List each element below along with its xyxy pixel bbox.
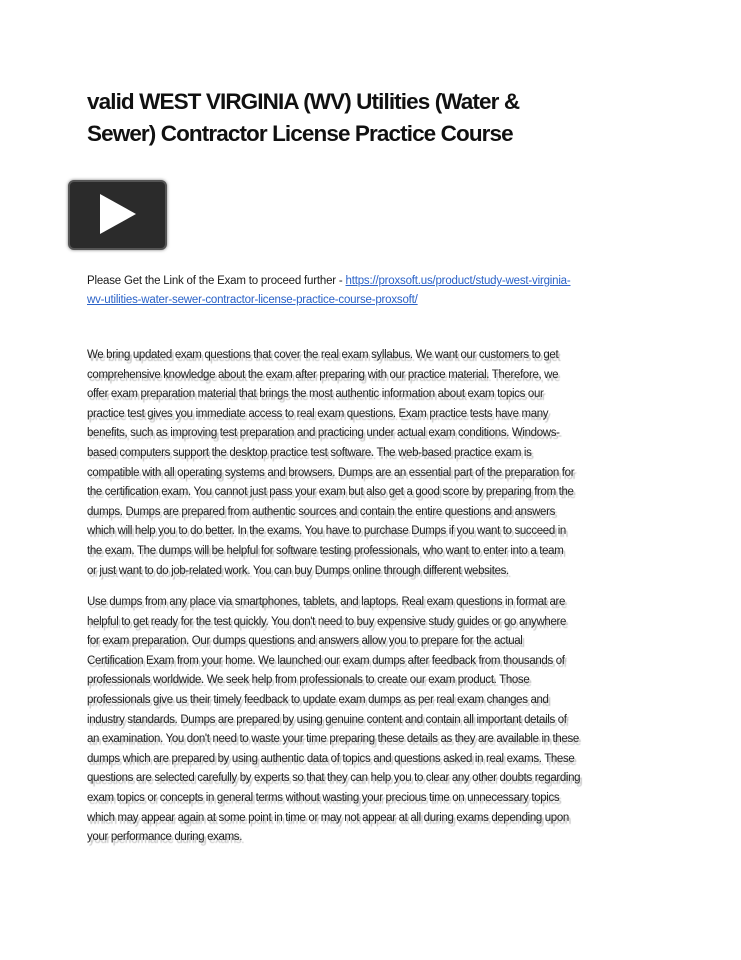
text-line: professionals worldwide. We seek help from professionals to create our exam product. Those — [87, 674, 530, 687]
text-line: for exam preparation. Our dumps questions and answers allow you to prepare for the actual — [87, 635, 523, 648]
text-line: exam topics or concepts in general terms without wasting your precious time on unnecessary topics — [87, 791, 560, 804]
intro-text: Please Get the Link of the Exam to proceed further - — [87, 275, 346, 287]
exam-link[interactable]: https://proxsoft.us/product/study-west-virginia- — [345, 275, 571, 287]
text-line: or just want to do job-related work. You can buy Dumps online through different websites. — [87, 564, 509, 577]
text-line: which may appear again at some point in time or may not appear at all during exams depending upon — [87, 811, 569, 824]
text-line: the exam. The dumps will be helpful for software testing professionals, who want to enter into a team — [87, 544, 564, 557]
document-title — [87, 86, 519, 150]
text-line: compatible with all operating systems and browsers. Dumps are an essential part of the preparation for — [87, 466, 575, 479]
text-line: Certification Exam from your home. We launched our exam dumps after feedback from thousands of — [87, 654, 565, 667]
text-line: your performance during exams. — [87, 831, 243, 844]
text-line: dumps which are prepared by using authentic data of topics and questions asked in real exams. These — [87, 752, 575, 765]
text-line: professionals give us their timely feedback to update exam dumps as per real exam changes and — [87, 693, 549, 706]
text-line: dumps. Dumps are prepared from authentic sources and contain the entire questions and answers — [87, 505, 555, 518]
text-line: benefits, such as improving test preparation and practicing under actual exam conditions. Windows- — [87, 427, 560, 440]
paragraph-2 — [87, 593, 580, 848]
exam-link-paragraph — [87, 272, 571, 310]
text-line: Use dumps from any place via smartphones, tablets, and laptops. Real exam questions in format are — [87, 596, 566, 608]
text-line: comprehensive knowledge about the exam after preparing with our practice material. Therefore, we — [87, 368, 559, 381]
title-line: valid WEST VIRGINIA (WV) Utilities (Water & — [87, 89, 520, 114]
text-line: practice test gives you immediate access to real exam questions. Exam practice tests have many — [87, 407, 549, 420]
text-line: industry standards. Dumps are prepared by using genuine content and contain all important details of — [87, 713, 567, 726]
play-icon — [98, 193, 138, 235]
exam-link-continued[interactable]: wv-utilities-water-sewer-contractor-license-practice-course-proxsoft/ — [87, 294, 418, 306]
text-line: an examination. You don't need to waste your time preparing these details as they are available in these — [87, 733, 579, 746]
title-line: Sewer) Contractor License Practice Course — [87, 121, 513, 146]
paragraph-1 — [87, 346, 574, 581]
text-line: questions are selected carefully by experts so that they can help you to clear any other doubts regarding — [87, 772, 581, 785]
text-line: We bring updated exam questions that cover the real exam syllabus. We want our customers to get — [87, 349, 559, 361]
text-line: based computers support the desktop practice test software. The web-based practice exam is — [87, 446, 532, 459]
text-line: which will help you to do better. In the exams. You have to purchase Dumps if you want to succeed in — [87, 525, 566, 538]
text-line: helpful to get ready for the test quickly. You don't need to buy expensive study guides or go anywhere — [87, 615, 567, 628]
text-line: offer exam preparation material that brings the most authentic information about exam topics our — [87, 388, 544, 401]
text-line: the certification exam. You cannot just pass your exam but also get a good score by preparing from the — [87, 486, 574, 499]
play-button[interactable] — [68, 180, 167, 250]
